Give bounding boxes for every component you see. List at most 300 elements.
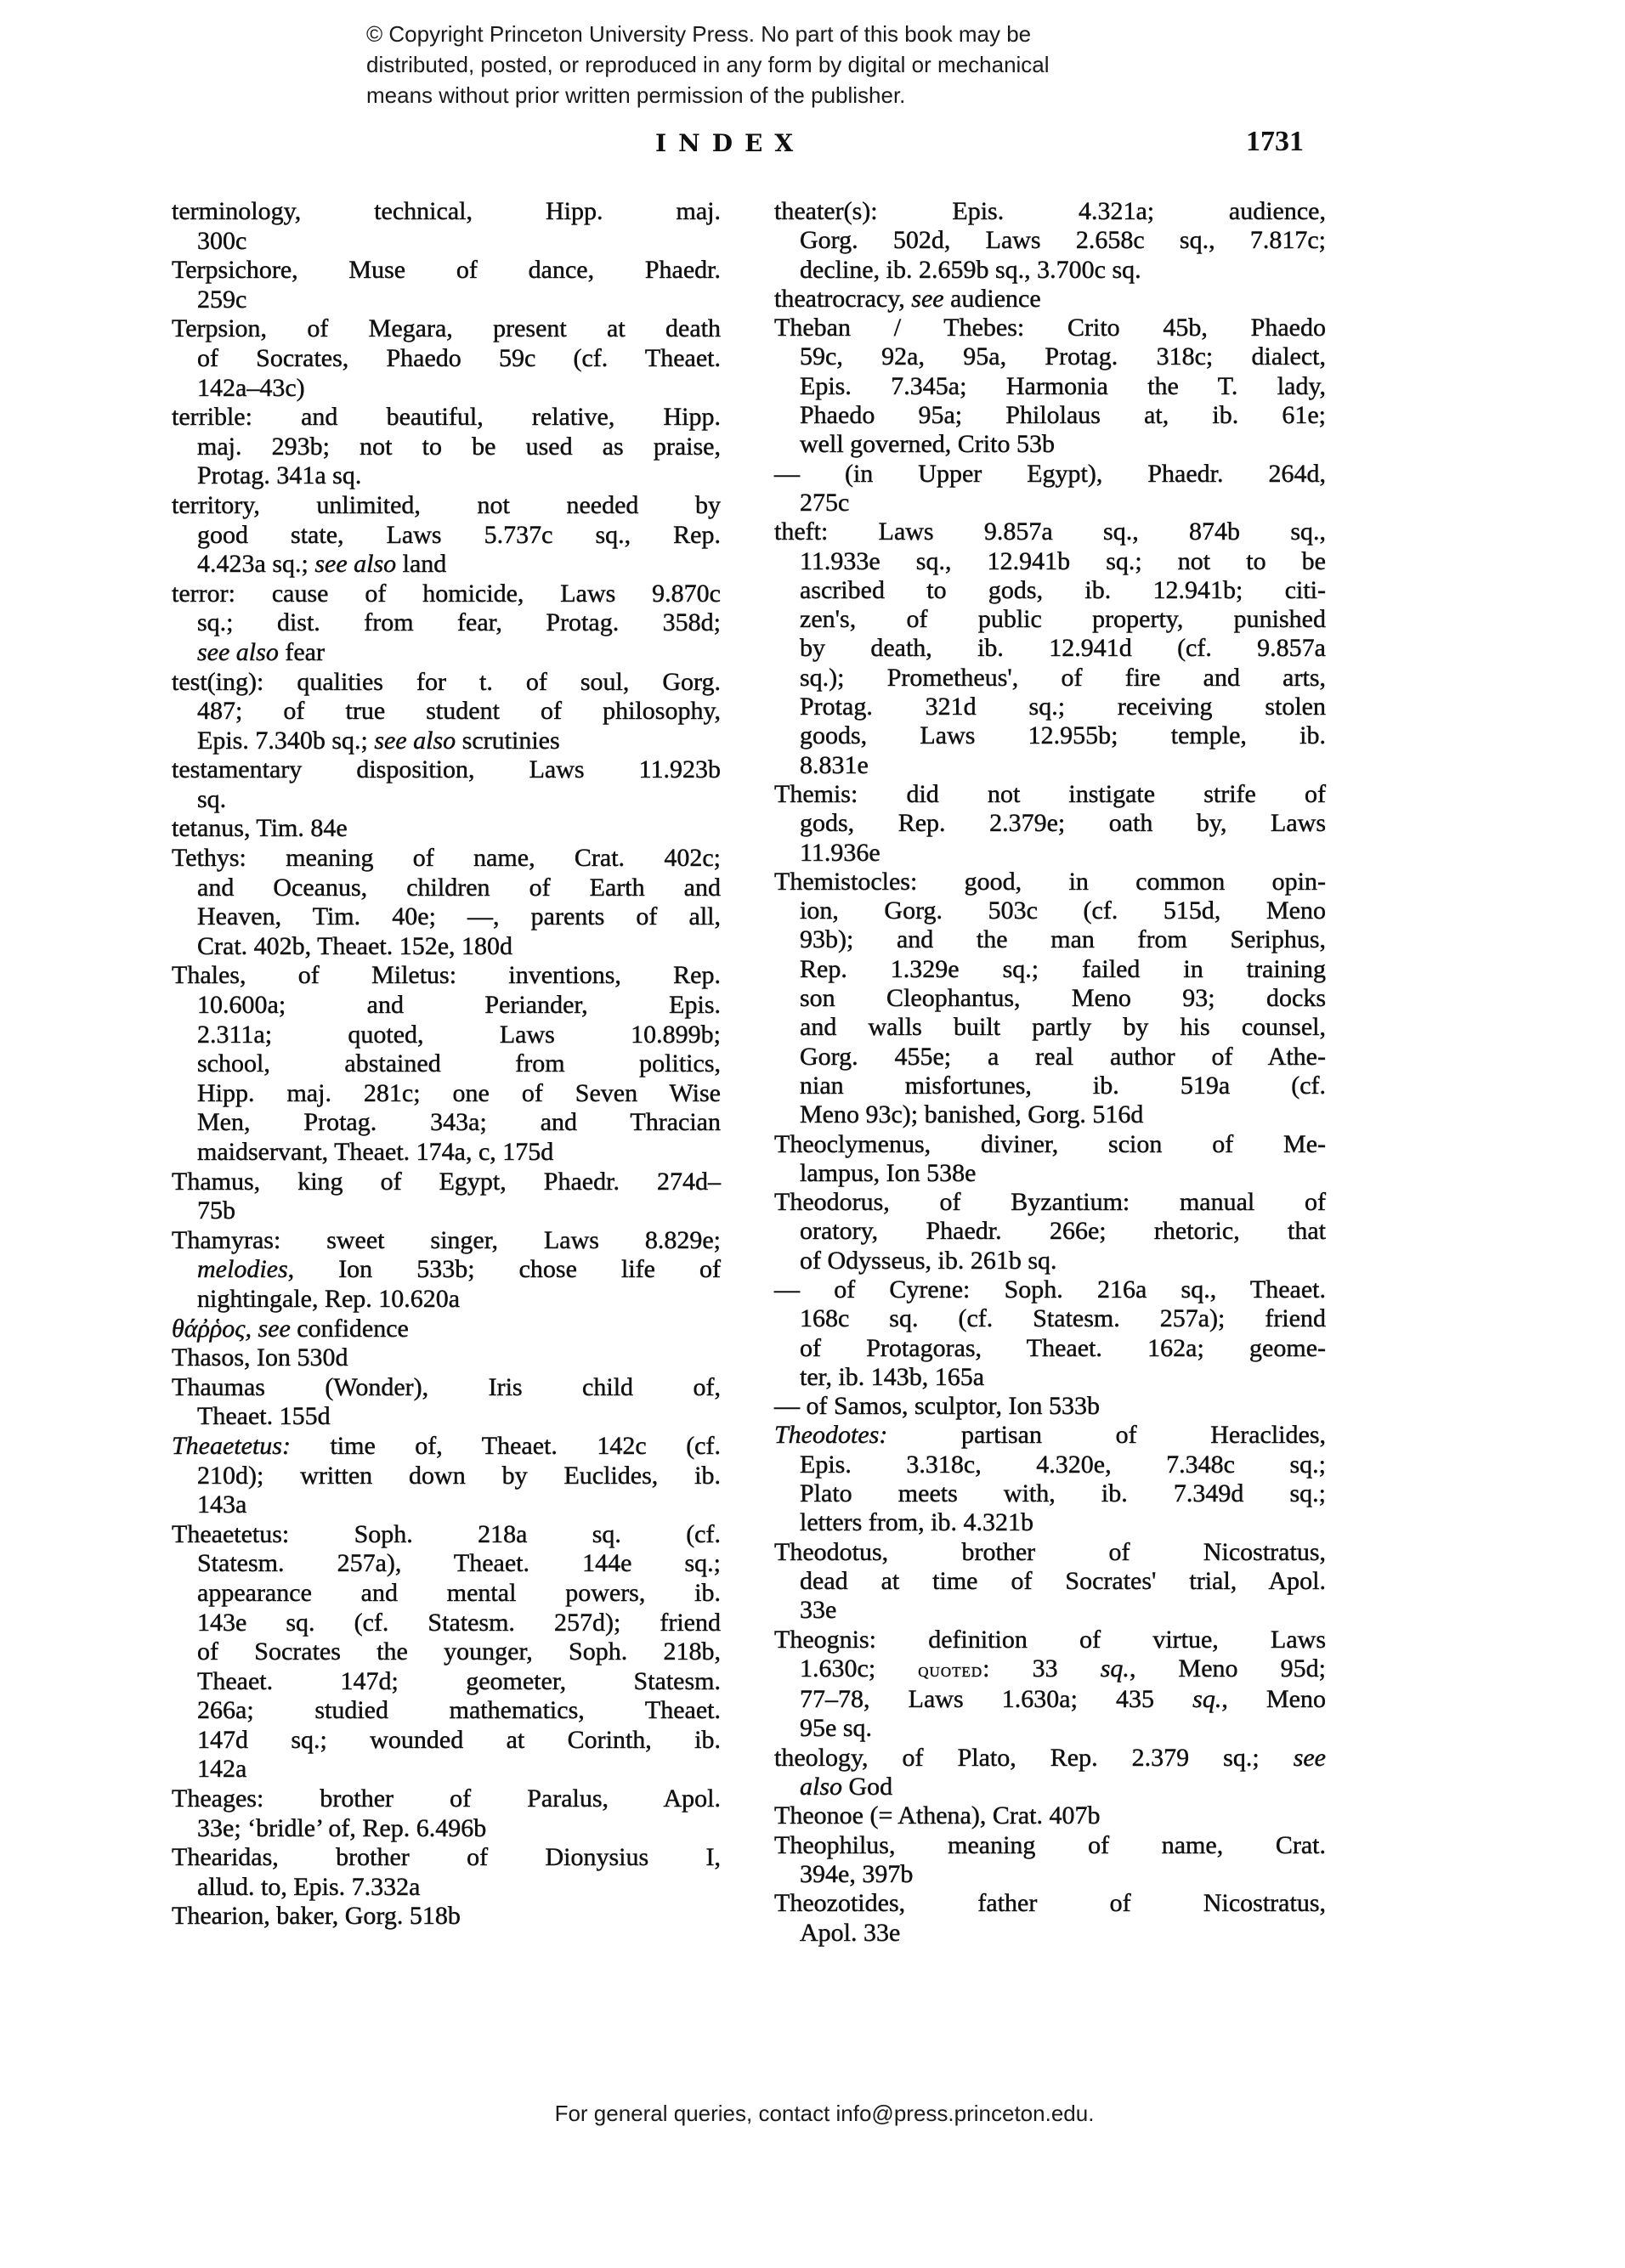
entry-text: Theoclymenus, diviner, scion of Me- bbox=[774, 1129, 1326, 1158]
index-entry-line bbox=[172, 902, 721, 932]
entry-text: terrible: and beautiful, relative, Hipp. bbox=[172, 403, 721, 432]
entry-text-small-caps: quoted bbox=[918, 1658, 983, 1682]
entry-text: Gorg. 502d, Laws 2.658c sq., 7.817c; bbox=[800, 226, 1326, 255]
page-title: INDEX bbox=[655, 129, 806, 157]
index-entry bbox=[172, 1843, 721, 1902]
entry-text: 95e sq. bbox=[800, 1714, 872, 1743]
index-entry bbox=[774, 1538, 1326, 1626]
entry-text: 142a bbox=[197, 1755, 247, 1784]
index-entry bbox=[774, 868, 1326, 1130]
entry-text: Rep. 1.329e sq.; failed in training bbox=[800, 954, 1326, 983]
index-entry-line bbox=[172, 1343, 721, 1373]
entry-text: Thasos, Ion 530d bbox=[172, 1343, 348, 1372]
index-entry bbox=[172, 1784, 721, 1843]
entry-text: God bbox=[842, 1773, 893, 1801]
entry-text: sq. bbox=[197, 784, 227, 813]
index-entry-line bbox=[774, 955, 1326, 984]
entry-text: Epis. 7.340b sq.; bbox=[197, 726, 375, 755]
entry-text: theatrocracy, bbox=[774, 284, 912, 313]
entry-text: Epis. 7.345a; Harmonia the T. lady, bbox=[800, 371, 1326, 400]
entry-text: gods, Rep. 2.379e; oath by, Laws bbox=[800, 809, 1326, 838]
entry-text: lampus, Ion 538e bbox=[800, 1158, 977, 1187]
index-entry bbox=[774, 1889, 1326, 1948]
entry-text: 77–78, Laws 1.630a; 435 bbox=[800, 1685, 1193, 1714]
entry-text: 10.600a; and Periander, Epis. bbox=[197, 991, 721, 1020]
index-entry-line bbox=[172, 1549, 721, 1579]
entry-text: time of, Theaet. 142c (cf. bbox=[290, 1431, 721, 1460]
entry-text: appearance and mental powers, ib. bbox=[197, 1578, 721, 1607]
index-entry-line bbox=[774, 1043, 1326, 1072]
index-entry-line bbox=[774, 1654, 1326, 1685]
index-entry bbox=[774, 460, 1326, 518]
index-entry bbox=[172, 814, 721, 844]
entry-text: 210d); written down by Euclides, ib. bbox=[197, 1461, 721, 1490]
index-entry-line bbox=[774, 489, 1326, 518]
index-entry-line bbox=[774, 518, 1326, 546]
entry-text-italic: also bbox=[800, 1773, 843, 1801]
index-entry bbox=[774, 1831, 1326, 1890]
index-entry-line bbox=[774, 1596, 1326, 1625]
index-entry-line bbox=[172, 1168, 721, 1197]
index-entry-line bbox=[774, 1801, 1326, 1830]
index-entry bbox=[774, 1421, 1326, 1537]
index-entry-line bbox=[774, 342, 1326, 371]
entry-text: Protag. 321d sq.; receiving stolen bbox=[800, 693, 1326, 721]
index-entry-line bbox=[172, 1520, 721, 1550]
entry-text: audience bbox=[943, 284, 1041, 313]
index-entry-line bbox=[774, 1334, 1326, 1363]
index-entry-line bbox=[172, 461, 721, 491]
entry-text: 142a–43c) bbox=[197, 373, 305, 402]
entry-text: Phaedo 95a; Philolaus at, ib. 61e; bbox=[800, 401, 1326, 430]
entry-text-italic: see also bbox=[197, 637, 279, 666]
entry-text-italic: see also bbox=[374, 726, 456, 755]
entry-text: partisan of Heraclides, bbox=[887, 1421, 1326, 1450]
index-entry-line bbox=[774, 1013, 1326, 1042]
copyright-line: © Copyright Princeton University Press. No part of this book may be bbox=[366, 21, 1032, 47]
index-entry-line bbox=[774, 780, 1326, 809]
index-entry-line bbox=[774, 1919, 1326, 1948]
entry-text: of Socrates the younger, Soph. 218b, bbox=[197, 1637, 721, 1666]
entry-text: ter, ib. 143b, 165a bbox=[800, 1362, 985, 1391]
index-entry-line bbox=[774, 1744, 1326, 1773]
index-entry-line bbox=[774, 1685, 1326, 1714]
index-entry-line bbox=[774, 401, 1326, 430]
entry-text: Theaet. 147d; geometer, Statesm. bbox=[197, 1666, 721, 1695]
entry-text: 59c, 92a, 95a, Protag. 318c; dialect, bbox=[800, 342, 1326, 371]
index-entry-line bbox=[774, 1451, 1326, 1479]
index-entry-line bbox=[172, 608, 721, 638]
index-entry bbox=[172, 491, 721, 580]
entry-text-italic: sq. bbox=[1100, 1654, 1130, 1683]
entry-text: Themis: did not instigate strife of bbox=[774, 779, 1326, 808]
entry-text-italic: Theodotes: bbox=[774, 1421, 888, 1450]
index-entry-line bbox=[172, 286, 721, 315]
index-entry-line bbox=[172, 697, 721, 727]
entry-text: letters from, ib. 4.321b bbox=[800, 1508, 1033, 1537]
entry-text: — (in Upper Egypt), Phaedr. 264d, bbox=[774, 459, 1326, 488]
entry-text: ion, Gorg. 503c (cf. 515d, Meno bbox=[800, 896, 1326, 925]
index-entry-line bbox=[172, 256, 721, 286]
entry-text: well governed, Crito 53b bbox=[800, 430, 1055, 459]
index-entry-line bbox=[172, 874, 721, 903]
entry-text: ascribed to gods, ib. 12.941b; citi- bbox=[800, 575, 1326, 604]
index-entry-line bbox=[774, 197, 1326, 226]
index-entry-line bbox=[774, 1773, 1326, 1801]
index-entry-line bbox=[172, 374, 721, 404]
index-entry-line bbox=[774, 1479, 1326, 1508]
entry-text: fear bbox=[278, 637, 325, 666]
entry-text: Theodotus, brother of Nicostratus, bbox=[774, 1537, 1326, 1566]
index-entry-line bbox=[172, 1373, 721, 1403]
index-entry-line bbox=[172, 785, 721, 815]
index-entry bbox=[172, 668, 721, 756]
entry-text: : 33 bbox=[982, 1654, 1101, 1683]
entry-text: Terpsichore, Muse of dance, Phaedr. bbox=[172, 256, 721, 285]
entry-text: by death, ib. 12.941d (cf. 9.857a bbox=[800, 634, 1326, 663]
index-entry-line bbox=[774, 1567, 1326, 1596]
entry-text: 275c bbox=[800, 488, 850, 517]
entry-text-italic: θάῤῥος, see bbox=[172, 1314, 291, 1343]
entry-text: confidence bbox=[290, 1314, 409, 1343]
entry-text: and Oceanus, children of Earth and bbox=[197, 873, 721, 902]
index-entry-line bbox=[172, 1726, 721, 1756]
entry-text: 8.831e bbox=[800, 750, 869, 779]
index-entry bbox=[172, 1902, 721, 1931]
index-entry bbox=[172, 1432, 721, 1520]
index-entry-line bbox=[774, 751, 1326, 780]
index-entry-line bbox=[172, 1285, 721, 1315]
index-entry-line bbox=[774, 372, 1326, 401]
entry-text: oratory, Phaedr. 266e; rhetoric, that bbox=[800, 1217, 1326, 1246]
index-entry bbox=[774, 1275, 1326, 1392]
index-entry bbox=[774, 1744, 1326, 1802]
entry-text: of Socrates, Phaedo 59c (cf. Theaet. bbox=[197, 343, 721, 372]
index-entry-line bbox=[774, 1538, 1326, 1567]
entry-text: Tethys: meaning of name, Crat. 402c; bbox=[172, 844, 721, 873]
entry-text: Men, Protag. 343a; and Thracian bbox=[197, 1108, 721, 1137]
index-entry-line bbox=[774, 868, 1326, 896]
footer-contact: For general queries, contact info@press.princeton.edu. bbox=[554, 2101, 1095, 2126]
entry-text: 300c bbox=[197, 226, 247, 255]
index-entry-line bbox=[774, 839, 1326, 868]
entry-text: Thamyras: sweet singer, Laws 8.829e; bbox=[172, 1225, 721, 1254]
index-entry-line bbox=[172, 755, 721, 785]
entry-text: Thales, of Miletus: inventions, Rep. bbox=[172, 961, 721, 990]
index-entry-line bbox=[774, 1831, 1326, 1860]
index-entry-line bbox=[172, 1490, 721, 1520]
index-entry bbox=[774, 197, 1326, 285]
index-entry-line bbox=[172, 227, 721, 257]
entry-text: territory, unlimited, not needed by bbox=[172, 490, 721, 519]
index-entry-line bbox=[774, 1100, 1326, 1129]
entry-text: 4.423a sq.; bbox=[197, 550, 315, 579]
index-entry bbox=[172, 197, 721, 256]
index-entry bbox=[172, 1315, 721, 1344]
entry-text: Protag. 341a sq. bbox=[197, 461, 362, 490]
index-entry-line bbox=[172, 1579, 721, 1609]
index-entry bbox=[774, 1392, 1326, 1421]
index-entry-line bbox=[172, 1696, 721, 1726]
entry-text: Terpsion, of Megara, present at death bbox=[172, 314, 721, 343]
index-entry-line bbox=[172, 1138, 721, 1168]
entry-text: Crat. 402b, Theaet. 152e, 180d bbox=[197, 931, 513, 960]
entry-text: terminology, technical, Hipp. maj. bbox=[172, 197, 721, 225]
entry-text: of Odysseus, ib. 261b sq. bbox=[800, 1246, 1057, 1275]
index-entry-line bbox=[172, 1609, 721, 1638]
index-entry-line bbox=[774, 896, 1326, 925]
index-entry bbox=[172, 755, 721, 814]
index-entry-line bbox=[172, 1108, 721, 1138]
entry-text: decline, ib. 2.659b sq., 3.700c sq. bbox=[800, 255, 1141, 284]
index-entry-line bbox=[172, 1784, 721, 1814]
entry-text: Plato meets with, ib. 7.349d sq.; bbox=[800, 1479, 1326, 1508]
index-entry-line bbox=[172, 727, 721, 756]
entry-text: testamentary disposition, Laws 11.923b bbox=[172, 755, 721, 784]
index-entry-line bbox=[774, 1714, 1326, 1743]
index-entry-line bbox=[774, 1217, 1326, 1246]
index-entry-line bbox=[774, 226, 1326, 255]
entry-text: Apol. 33e bbox=[800, 1918, 901, 1947]
index-entry-line bbox=[774, 1889, 1326, 1918]
entry-text-italic: sq. bbox=[1192, 1685, 1222, 1714]
index-entry-line bbox=[172, 1196, 721, 1226]
entry-text: 259c bbox=[197, 285, 247, 314]
index-entry bbox=[172, 844, 721, 961]
index-entry bbox=[172, 1343, 721, 1373]
entry-text: 93b); and the man from Seriphus, bbox=[800, 925, 1326, 954]
index-entry-line bbox=[172, 314, 721, 344]
entry-text: — of Samos, sculptor, Ion 533b bbox=[774, 1392, 1100, 1421]
index-entry bbox=[172, 1520, 721, 1784]
entry-text: nian misfortunes, ib. 519a (cf. bbox=[800, 1071, 1326, 1100]
index-entry-line bbox=[172, 1049, 721, 1079]
entry-text: theft: Laws 9.857a sq., 874b sq., bbox=[774, 518, 1326, 546]
index-entry-line bbox=[774, 693, 1326, 721]
index-entry-line bbox=[774, 1304, 1326, 1333]
entry-text: Statesm. 257a), Theaet. 144e sq.; bbox=[197, 1549, 721, 1578]
index-entry-line bbox=[172, 814, 721, 844]
index-entry-line bbox=[172, 1255, 721, 1285]
copyright-line: means without prior written permission of the publisher. bbox=[366, 82, 906, 108]
entry-text: Theaet. 155d bbox=[197, 1402, 331, 1431]
entry-text: 33e; ‘bridle’ of, Rep. 6.496b bbox=[197, 1813, 487, 1842]
copyright-notice bbox=[366, 19, 1050, 110]
entry-text: school, abstained from politics, bbox=[197, 1049, 721, 1078]
entry-text: Theozotides, father of Nicostratus, bbox=[774, 1889, 1326, 1918]
page-number: 1731 bbox=[1246, 126, 1304, 157]
index-entry-line bbox=[774, 1188, 1326, 1217]
entry-text: Theophilus, meaning of name, Crat. bbox=[774, 1830, 1326, 1859]
entry-text: 168c sq. (cf. Statesm. 257a); friend bbox=[800, 1304, 1326, 1333]
index-entry bbox=[774, 780, 1326, 868]
index-column-left bbox=[172, 197, 721, 1931]
entry-text: 487; of true student of philosophy, bbox=[197, 697, 721, 726]
index-entry-line bbox=[172, 991, 721, 1021]
index-entry-line bbox=[172, 521, 721, 551]
entry-text: terror: cause of homicide, Laws 9.870c bbox=[172, 579, 721, 608]
entry-text: sq.; dist. from fear, Protag. 358d; bbox=[197, 608, 721, 637]
entry-text: Meno 93c); banished, Gorg. 516d bbox=[800, 1100, 1144, 1129]
index-entry bbox=[172, 256, 721, 314]
index-entry-line bbox=[172, 1226, 721, 1256]
index-entry-line bbox=[172, 403, 721, 433]
entry-text: 11.936e bbox=[800, 838, 880, 867]
index-entry bbox=[172, 1373, 721, 1432]
entry-text: Thamus, king of Egypt, Phaedr. 274d– bbox=[172, 1167, 721, 1196]
index-entry-line bbox=[774, 430, 1326, 459]
index-entry-line bbox=[172, 433, 721, 462]
entry-text-italic: melodies bbox=[197, 1255, 288, 1284]
entry-text-italic: see also bbox=[314, 550, 397, 579]
index-entry bbox=[172, 1226, 721, 1315]
index-entry-line bbox=[172, 580, 721, 609]
entry-text: 394e, 397b bbox=[800, 1859, 914, 1888]
entry-text: Theonoe (= Athena), Crat. 407b bbox=[774, 1801, 1101, 1830]
running-head bbox=[0, 126, 1625, 167]
index-entry-line bbox=[172, 1873, 721, 1903]
index-entry-line bbox=[774, 721, 1326, 750]
index-entry-line bbox=[172, 1079, 721, 1109]
entry-text: nightingale, Rep. 10.620a bbox=[197, 1284, 461, 1313]
index-entry bbox=[774, 1626, 1326, 1744]
entry-text: 147d sq.; wounded at Corinth, ib. bbox=[197, 1725, 721, 1754]
entry-text-italic: Theaetetus: bbox=[172, 1431, 291, 1460]
entry-text: Hipp. maj. 281c; one of Seven Wise bbox=[197, 1078, 721, 1107]
entry-text: Heaven, Tim. 40e; —, parents of all, bbox=[197, 902, 721, 931]
entry-text: goods, Laws 12.955b; temple, ib. bbox=[800, 721, 1326, 750]
index-entry bbox=[172, 961, 721, 1167]
index-entry-line bbox=[774, 1247, 1326, 1275]
index-entry-line bbox=[172, 1755, 721, 1784]
index-entry-line bbox=[774, 634, 1326, 663]
index-entry-line bbox=[774, 576, 1326, 605]
index-entry-line bbox=[774, 1363, 1326, 1392]
index-column-right bbox=[774, 197, 1326, 1948]
index-entry-line bbox=[774, 285, 1326, 314]
index-entry-line bbox=[172, 1402, 721, 1432]
index-entry-line bbox=[172, 1462, 721, 1491]
index-entry bbox=[172, 580, 721, 668]
index-entry bbox=[774, 285, 1326, 314]
entry-text: scrutinies bbox=[456, 726, 560, 755]
entry-text: Theban / Thebes: Crito 45b, Phaedo bbox=[774, 314, 1326, 342]
entry-text: 33e bbox=[800, 1596, 837, 1625]
index-entry-line bbox=[774, 1508, 1326, 1537]
entry-text: maidservant, Theaet. 174a, c, 175d bbox=[197, 1138, 554, 1166]
entry-text: Gorg. 455e; a real author of Athe- bbox=[800, 1042, 1326, 1071]
entry-text: good state, Laws 5.737c sq., Rep. bbox=[197, 520, 721, 549]
index-entry-line bbox=[172, 344, 721, 374]
index-entry-line bbox=[172, 844, 721, 874]
index-entry-line bbox=[774, 664, 1326, 693]
entry-text: 1.630c; bbox=[800, 1654, 919, 1683]
index-entry bbox=[172, 1168, 721, 1226]
entry-text: and walls built partly by his counsel, bbox=[800, 1013, 1326, 1042]
entry-text: Thearidas, brother of Dionysius I, bbox=[172, 1843, 721, 1872]
index-entry-line bbox=[172, 1667, 721, 1697]
index-entry-line bbox=[774, 547, 1326, 576]
entry-text: sq.); Prometheus', of fire and arts, bbox=[800, 663, 1326, 692]
entry-text: 266a; studied mathematics, Theaet. bbox=[197, 1696, 721, 1725]
index-entry-line bbox=[774, 984, 1326, 1013]
entry-text: son Cleophantus, Meno 93; docks bbox=[800, 984, 1326, 1013]
entry-text: of Protagoras, Theaet. 162a; geome- bbox=[800, 1333, 1326, 1362]
index-entry-line bbox=[172, 550, 721, 580]
index-entry-line bbox=[172, 1814, 721, 1844]
entry-text: allud. to, Epis. 7.332a bbox=[197, 1872, 421, 1901]
index-entry-line bbox=[774, 925, 1326, 954]
index-entry-line bbox=[774, 1392, 1326, 1421]
entry-text: theology, of Plato, Rep. 2.379 sq.; bbox=[774, 1743, 1294, 1772]
index-entry-line bbox=[774, 1072, 1326, 1100]
entry-text: 75b bbox=[197, 1196, 235, 1225]
index-entry-line bbox=[774, 1626, 1326, 1654]
entry-text: , Meno bbox=[1221, 1685, 1326, 1714]
index-entry-line bbox=[774, 1130, 1326, 1159]
entry-text: Thaumas (Wonder), Iris child of, bbox=[172, 1372, 721, 1401]
entry-text: Theognis: definition of virtue, Laws bbox=[774, 1625, 1326, 1654]
entry-text: Thearion, baker, Gorg. 518b bbox=[172, 1902, 461, 1931]
index-entry-line bbox=[774, 809, 1326, 838]
entry-text: Theaetetus: Soph. 218a sq. (cf. bbox=[172, 1519, 721, 1548]
index-entry-line bbox=[172, 1637, 721, 1667]
index-entry bbox=[774, 518, 1326, 780]
index-entry-line bbox=[172, 1843, 721, 1873]
index-entry bbox=[774, 314, 1326, 459]
index-entry-line bbox=[172, 1021, 721, 1050]
entry-text: 11.933e sq., 12.941b sq.; not to be bbox=[800, 546, 1326, 575]
index-entry-line bbox=[774, 1275, 1326, 1304]
entry-text: dead at time of Socrates' trial, Apol. bbox=[800, 1566, 1326, 1595]
index-entry bbox=[774, 1188, 1326, 1275]
index-entry-line bbox=[774, 314, 1326, 342]
index-entry bbox=[774, 1130, 1326, 1189]
entry-text: zen's, of public property, punished bbox=[800, 605, 1326, 634]
entry-text: Theages: brother of Paralus, Apol. bbox=[172, 1784, 721, 1813]
entry-text: — of Cyrene: Soph. 216a sq., Theaet. bbox=[774, 1275, 1326, 1304]
index-entry-line bbox=[774, 460, 1326, 489]
index-entry-line bbox=[774, 605, 1326, 634]
entry-text: theater(s): Epis. 4.321a; audience, bbox=[774, 197, 1326, 225]
entry-text-italic: see bbox=[1293, 1743, 1326, 1772]
index-entry bbox=[774, 1801, 1326, 1830]
index-entry-line bbox=[172, 961, 721, 991]
index-entry-line bbox=[172, 638, 721, 668]
entry-text: maj. 293b; not to be used as praise, bbox=[197, 432, 721, 461]
copyright-line: distributed, posted, or reproduced in any form by digital or mechanical bbox=[366, 52, 1050, 77]
index-entry-line bbox=[774, 1421, 1326, 1450]
index-entry-line bbox=[172, 668, 721, 698]
entry-text: 143a bbox=[197, 1490, 247, 1519]
index-entry-line bbox=[172, 491, 721, 521]
index-entry-line bbox=[172, 1315, 721, 1344]
index-entry-line bbox=[774, 1159, 1326, 1188]
entry-text: 2.311a; quoted, Laws 10.899b; bbox=[197, 1020, 721, 1049]
index-entry-line bbox=[774, 256, 1326, 285]
entry-text-italic: see bbox=[911, 284, 944, 313]
entry-text: , Ion 533b; chose life of bbox=[287, 1255, 721, 1284]
entry-text: tetanus, Tim. 84e bbox=[172, 814, 348, 843]
index-entry-line bbox=[774, 1860, 1326, 1889]
index-entry bbox=[172, 403, 721, 491]
entry-text: Themistocles: good, in common opin- bbox=[774, 867, 1326, 896]
entry-text: Epis. 3.318c, 4.320e, 7.348c sq.; bbox=[800, 1450, 1326, 1479]
index-entry-line bbox=[172, 1902, 721, 1931]
index-entry-line bbox=[172, 197, 721, 227]
entry-text: Theodorus, of Byzantium: manual of bbox=[774, 1188, 1326, 1217]
index-entry bbox=[172, 314, 721, 403]
